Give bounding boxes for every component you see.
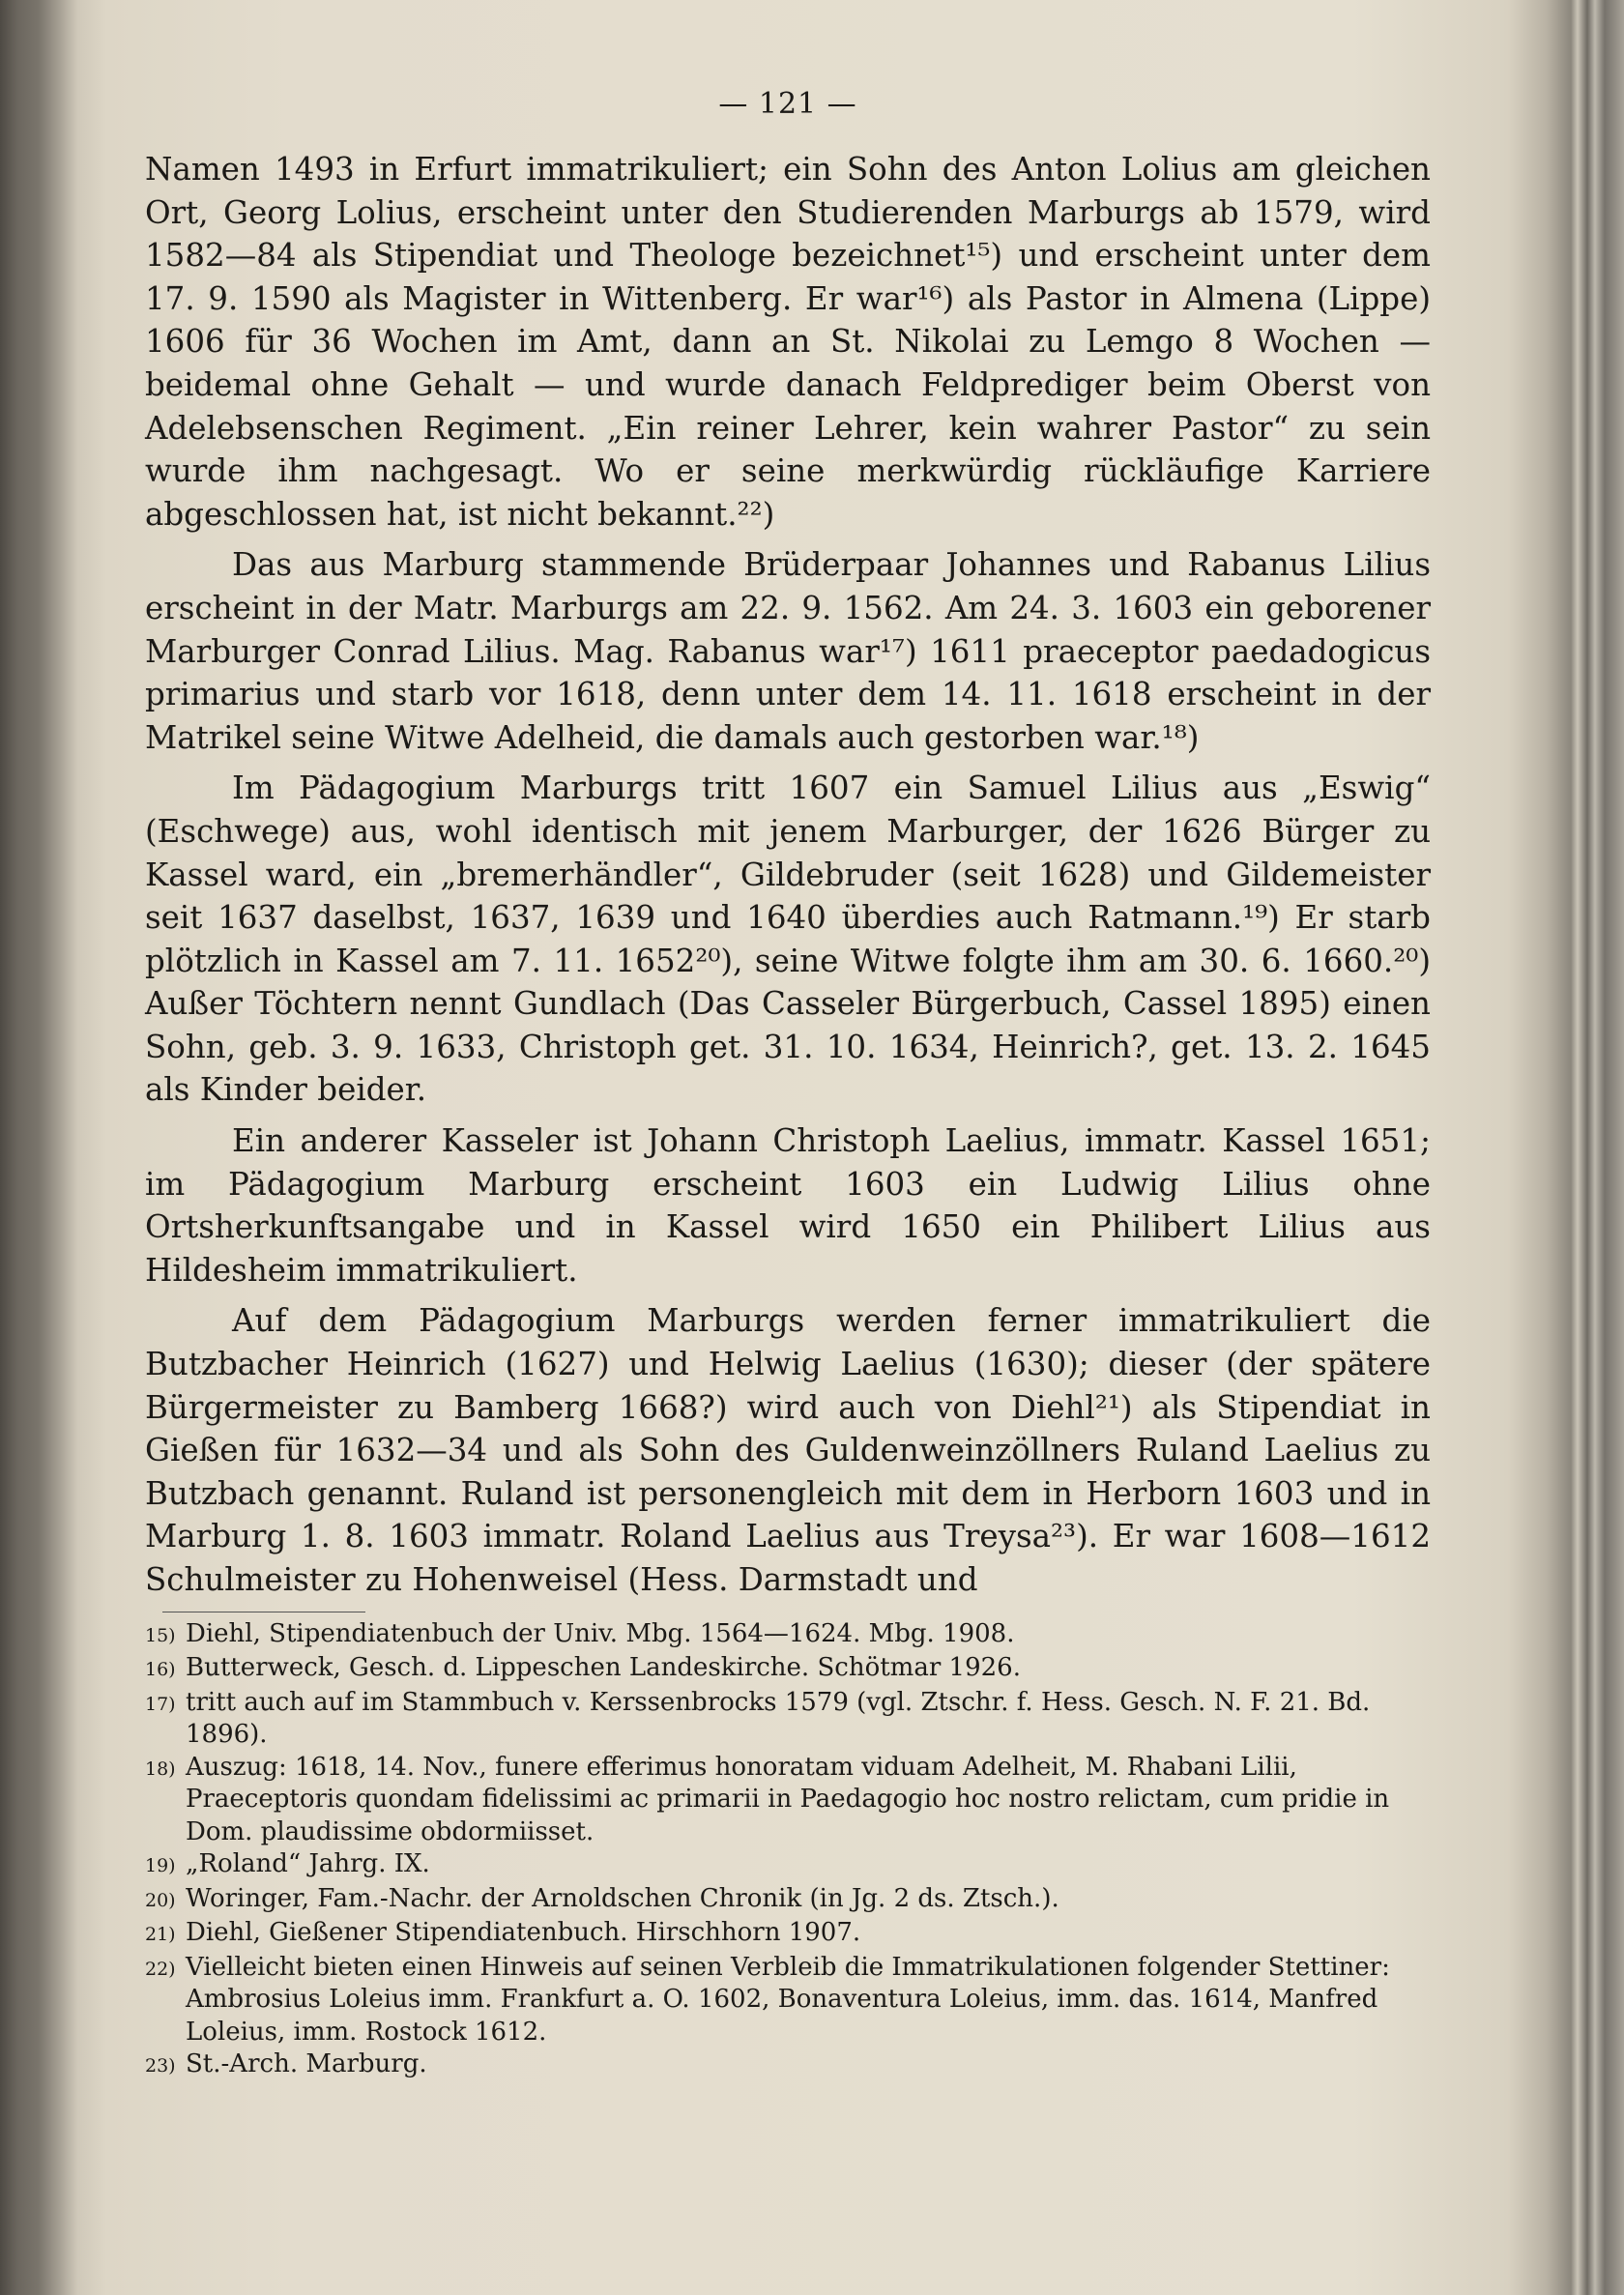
footnote-text: Auszug: 1618, 14. Nov., funere efferimus honoratam viduam Adelheit, M. Rhabani Lilii, Praeceptoris quondam fidelissimi ac primarii in Paedagogio hoc nostro relictam, cum pridie in Dom. plaudissime obdormiisset. bbox=[186, 1752, 1390, 1846]
footnote bbox=[145, 1752, 1431, 1849]
footnote-text: tritt auch auf im Stammbuch v. Kerssenbrocks 1579 (vgl. Ztschr. f. Hess. Gesch. N. F. 21. Bd. 1896). bbox=[186, 1687, 1371, 1750]
paragraph: Auf dem Pädagogium Marburgs werden ferner immatrikuliert die Butzbacher Heinrich (1627) und Helwig Laelius (1630); dieser (der spätere Bürgermeister zu Bamberg 1668?) wird auch von Diehl²¹) als Stipendiat in Gießen für 1632—34 und als Sohn des Guldenweinzöllners Ruland Laelius zu Butzbach genannt. Ruland ist personengleich mit dem in Herborn 1603 und in Marburg 1. 8. 1603 immatr. Roland Laelius aus Treysa²³). Er war 1608—1612 Schulmeister zu Hohenweisel (Hess. Darmstadt und bbox=[145, 1302, 1431, 1598]
paragraph: Das aus Marburg stammende Brüderpaar Johannes und Rabanus Lilius erscheint in der Matr. Marburgs am 22. 9. 1562. Am 24. 3. 1603 ein geborener Marburger Conrad Lilius. Mag. Rabanus war¹⁷) 1611 praeceptor paedadogicus primarius und starb vor 1618, denn unter dem 14. 11. 1618 erscheint in der Matrikel seine Witwe Adelheid, die damals auch gestorben war.¹⁸) bbox=[145, 546, 1431, 756]
footnote-text: Vielleicht bieten einen Hinweis auf seinen Verbleib die Immatrikulationen folgender Stettiner: Ambrosius Loleius imm. Frankfurt a. O. 1602, Bonaventura Loleius, imm. das. 1614, Manfred Loleius, imm. Rostock 1612. bbox=[186, 1952, 1390, 2047]
footnote bbox=[145, 1952, 1431, 2049]
footnote-text: Woringer, Fam.-Nachr. der Arnoldschen Chronik (in Jg. 2 ds. Ztsch.). bbox=[186, 1883, 1059, 1913]
footnote-number: 22) bbox=[145, 1958, 176, 1980]
footnote-text: Butterweck, Gesch. d. Lippeschen Landeskirche. Schötmar 1926. bbox=[186, 1653, 1021, 1683]
footnote-number: 17) bbox=[145, 1693, 176, 1715]
footnote-text: Diehl, Gießener Stipendiatenbuch. Hirschhorn 1907. bbox=[186, 1918, 861, 1948]
page-content bbox=[145, 87, 1431, 2083]
footnote-number: 18) bbox=[145, 1758, 176, 1780]
footnote-number: 21) bbox=[145, 1924, 176, 1946]
paragraph: Namen 1493 in Erfurt immatrikuliert; ein Sohn des Anton Lolius am gleichen Ort, Georg Lolius, erscheint unter den Studierenden Marburgs ab 1579, wird 1582—84 als Stipendiat und Theologe bezeichnet¹⁵) und erscheint unter dem 17. 9. 1590 als Magister in Wittenberg. Er war¹⁶) als Pastor in Almena (Lippe) 1606 für 36 Wochen im Amt, dann an St. Nikolai zu Lemgo 8 Wochen — beidemal ohne Gehalt — und wurde danach Feldprediger beim Oberst von Adelebsenschen Regiment. „Ein reiner Lehrer, kein wahrer Pastor“ zu sein wurde ihm nachgesagt. Wo er seine merkwürdig rückläufige Karriere abgeschlossen hat, ist nicht bekannt.²²) bbox=[145, 151, 1431, 533]
footnote bbox=[145, 1618, 1431, 1653]
footnote-text: „Roland“ Jahrg. IX. bbox=[186, 1849, 430, 1879]
footnote bbox=[145, 1848, 1431, 1883]
footnote-number: 15) bbox=[145, 1624, 176, 1646]
footnote-text: St.-Arch. Marburg. bbox=[186, 2049, 427, 2079]
body-text bbox=[145, 148, 1431, 1602]
footnotes bbox=[145, 1618, 1431, 2083]
footnote bbox=[145, 2048, 1431, 2083]
footnote bbox=[145, 1917, 1431, 1952]
footnote-number: 20) bbox=[145, 1889, 176, 1911]
paragraph: Ein anderer Kasseler ist Johann Christoph Laelius, immatr. Kassel 1651; im Pädagogium Marburg erscheint 1603 ein Ludwig Lilius ohne Ortsherkunftsangabe und in Kassel wird 1650 ein Philibert Lilius aus Hildesheim immatrikuliert. bbox=[145, 1122, 1431, 1289]
page-number: — 121 — bbox=[718, 87, 857, 121]
footnote-number: 23) bbox=[145, 2055, 176, 2077]
footnote-number: 19) bbox=[145, 1855, 176, 1877]
paragraph: Im Pädagogium Marburgs tritt 1607 ein Samuel Lilius aus „Eswig“ (Eschwege) aus, wohl identisch mit jenem Marburger, der 1626 Bürger zu Kassel ward, ein „bremerhändler“, Gildebruder (seit 1628) und Gildemeister seit 1637 daselbst, 1637, 1639 und 1640 überdies auch Ratmann.¹⁹) Er starb plötzlich in Kassel am 7. 11. 1652²⁰), seine Witwe folgte ihm am 30. 6. 1660.²⁰) Außer Töchtern nennt Gundlach (Das Casseler Bürgerbuch, Cassel 1895) einen Sohn, geb. 3. 9. 1633, Christoph get. 31. 10. 1634, Heinrich?, get. 13. 2. 1645 als Kinder beider. bbox=[145, 770, 1431, 1109]
footnote bbox=[145, 1687, 1431, 1752]
footnote-text: Diehl, Stipendiatenbuch der Univ. Mbg. 1564—1624. Mbg. 1908. bbox=[186, 1618, 1015, 1648]
footnote-number: 16) bbox=[145, 1659, 176, 1681]
footnote bbox=[145, 1883, 1431, 1918]
footnote bbox=[145, 1652, 1431, 1687]
